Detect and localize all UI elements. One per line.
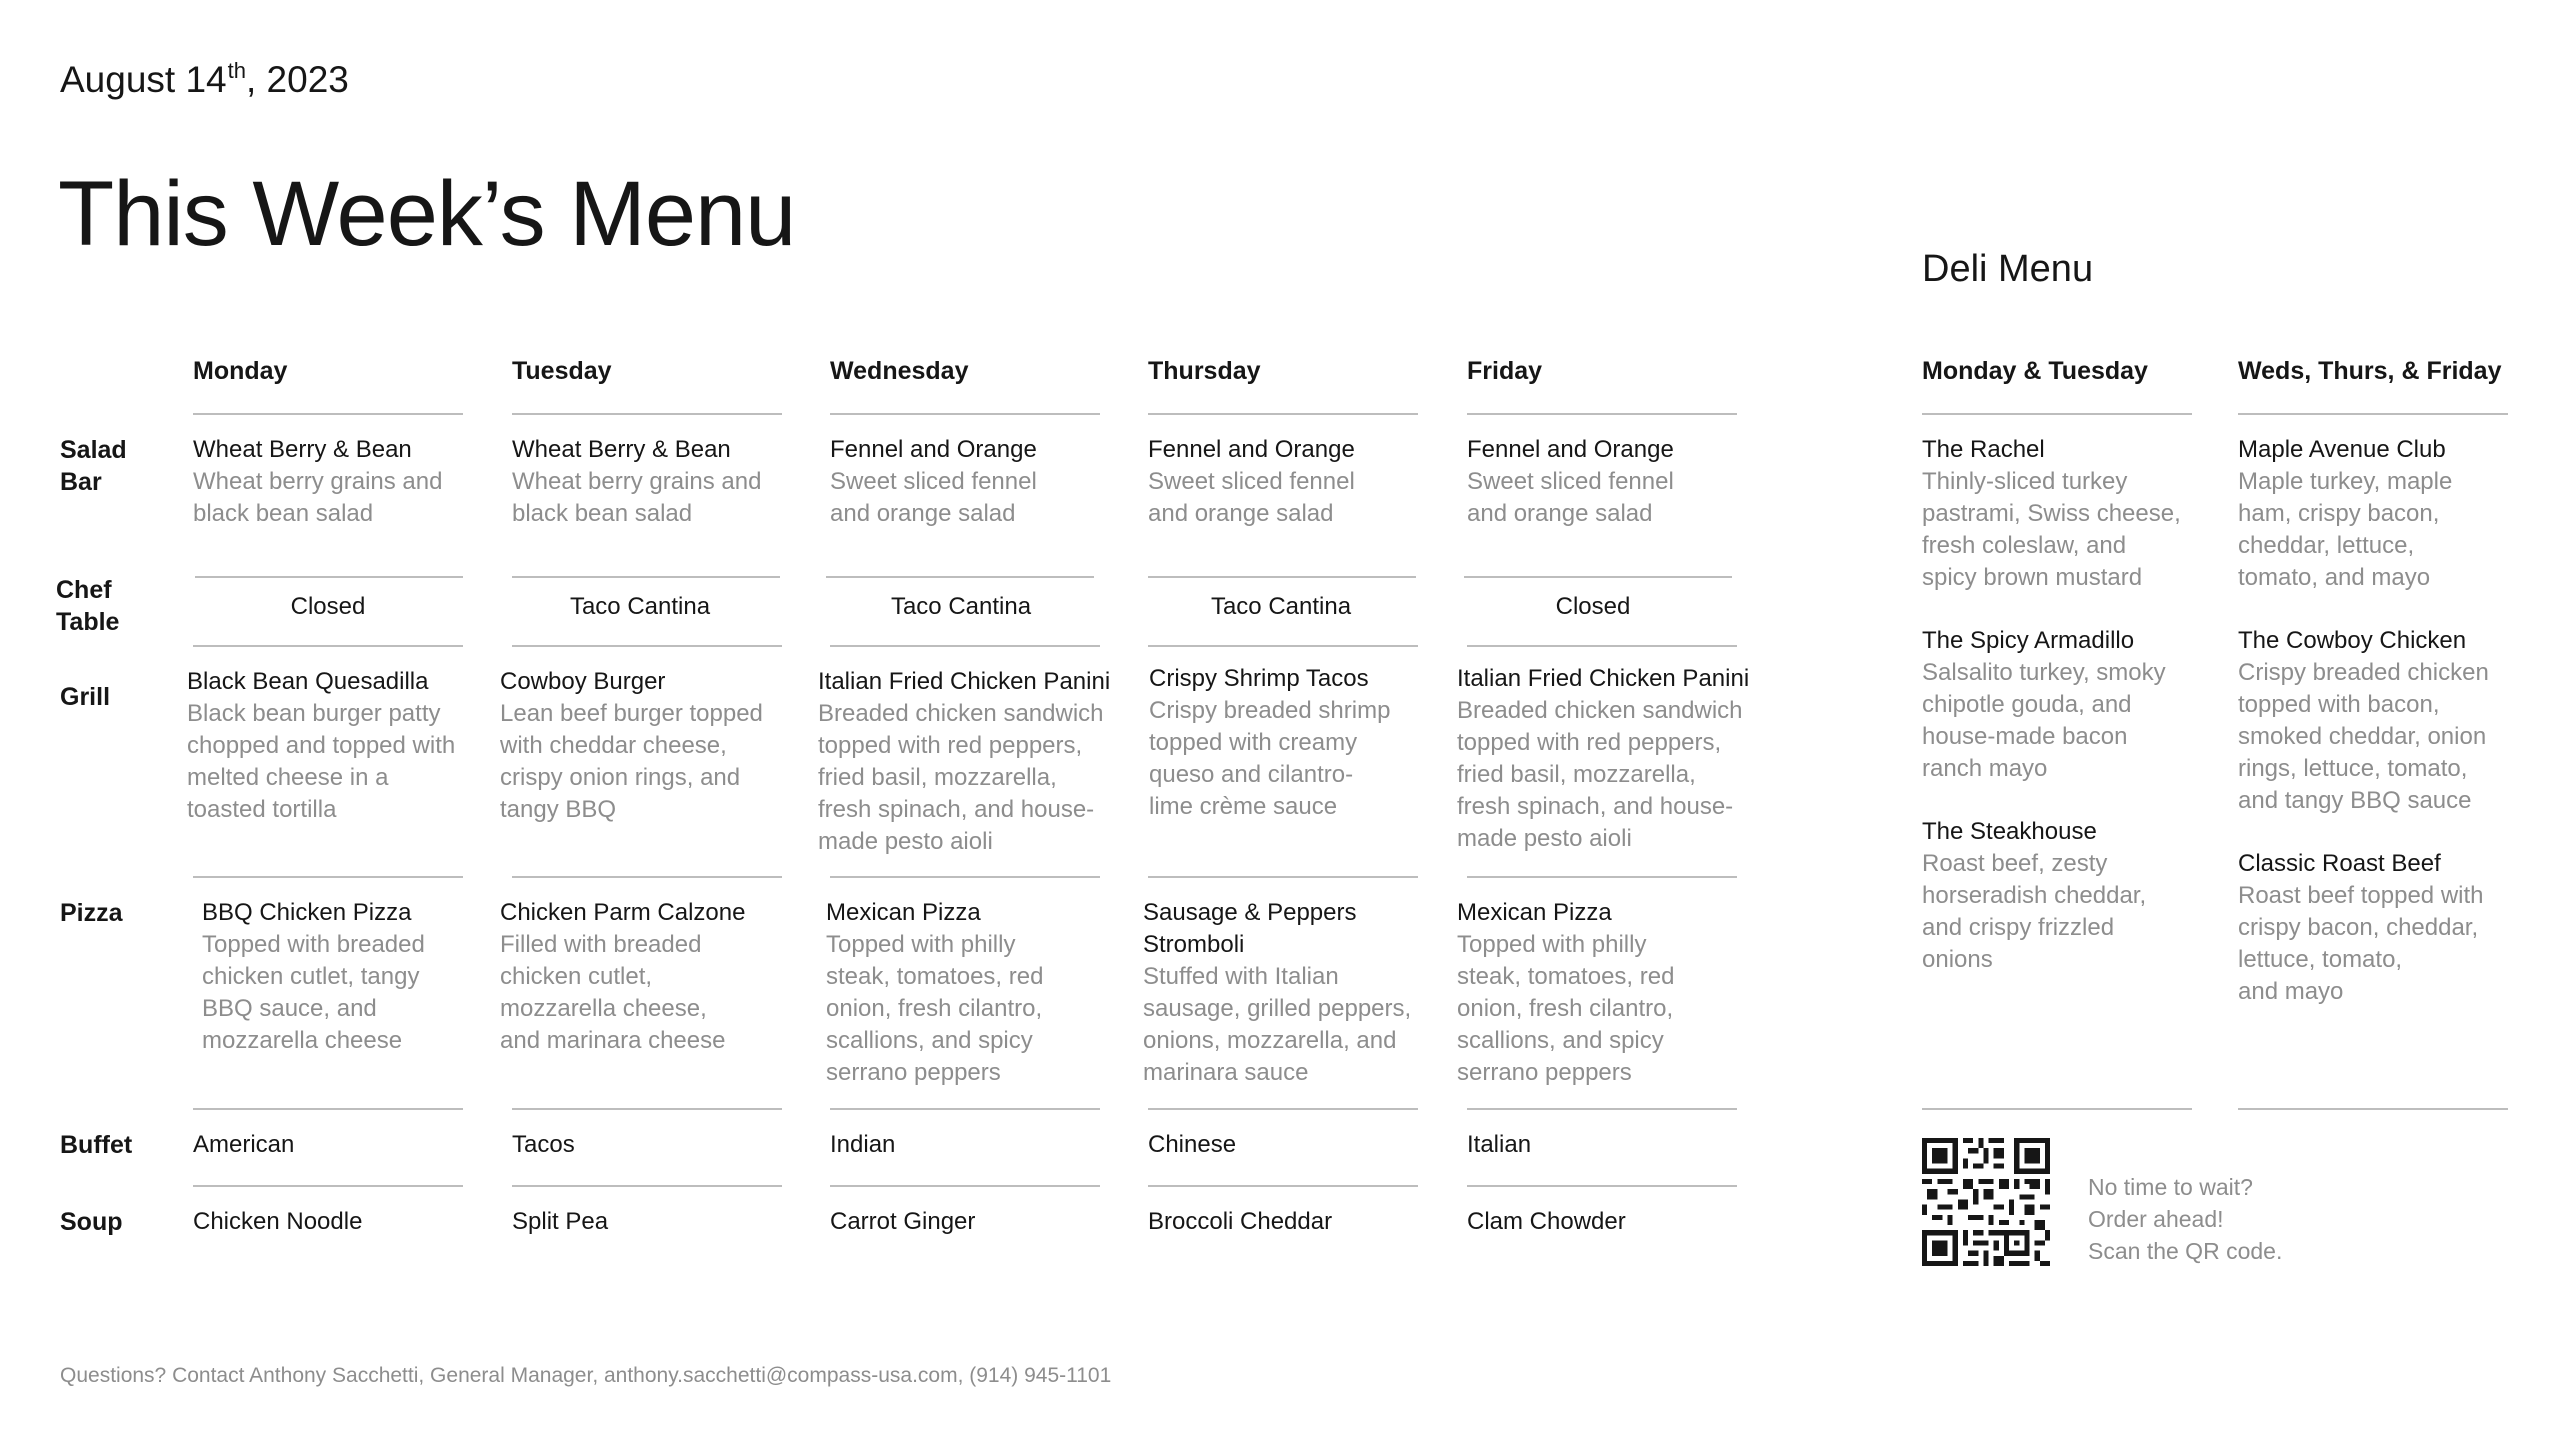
chef-thursday: Taco Cantina xyxy=(1210,593,1352,620)
pizza-wednesday: Mexican Pizza Topped with philly steak, tomatoes, red onion, fresh cilantro, scallions, and spicy serrano peppers xyxy=(826,899,1044,1086)
divider xyxy=(1922,413,2192,415)
row-label-buffet: Buffet xyxy=(60,1131,133,1159)
buffet-tuesday: Tacos xyxy=(512,1131,575,1158)
divider xyxy=(826,576,1094,578)
divider xyxy=(1467,413,1737,415)
order-ahead-text: No time to wait? Order ahead! Scan the QR code. xyxy=(2088,1174,2283,1264)
divider xyxy=(1467,1108,1737,1110)
divider xyxy=(2238,413,2508,415)
deli-item: The Rachel Thinly-sliced turkey pastrami, Swiss cheese, fresh coleslaw, and spicy brown mustard xyxy=(1922,436,2181,591)
chef-monday: Closed xyxy=(290,593,366,620)
divider xyxy=(193,876,463,878)
soup-friday: Clam Chowder xyxy=(1467,1208,1626,1235)
deli-menu-title: Deli Menu xyxy=(1922,248,2094,290)
divider xyxy=(830,876,1100,878)
buffet-monday: American xyxy=(193,1131,295,1158)
chef-tuesday: Taco Cantina xyxy=(569,593,711,620)
soup-wednesday: Carrot Ginger xyxy=(830,1208,976,1235)
soup-thursday: Broccoli Cheddar xyxy=(1148,1208,1333,1235)
salad-thursday: Fennel and Orange Sweet sliced fennel and orange salad xyxy=(1148,436,1355,527)
divider xyxy=(512,1185,782,1187)
divider xyxy=(512,413,782,415)
chef-wednesday: Taco Cantina xyxy=(890,593,1032,620)
grill-wednesday: Italian Fried Chicken Panini Breaded chicken sandwich topped with red peppers, fried basil, mozzarella, fresh spinach, and house- made pesto aioli xyxy=(818,668,1111,855)
day-header-wednesday: Wednesday xyxy=(830,357,969,385)
salad-monday: Wheat Berry & Bean Wheat berry grains and black bean salad xyxy=(193,436,443,527)
day-header-thursday: Thursday xyxy=(1148,357,1261,385)
divider xyxy=(193,413,463,415)
divider xyxy=(1148,1185,1418,1187)
grill-monday: Black Bean Quesadilla Black bean burger patty chopped and topped with melted cheese in a toasted tortilla xyxy=(187,668,456,823)
deli-item: Classic Roast Beef Roast beef topped with crispy bacon, cheddar, lettuce, tomato, and mayo xyxy=(2238,850,2484,1005)
deli-item: Maple Avenue Club Maple turkey, maple ham, crispy bacon, cheddar, lettuce, tomato, and mayo xyxy=(2238,436,2453,591)
grill-friday: Italian Fried Chicken Panini Breaded chicken sandwich topped with red peppers, fried basil, mozzarella, fresh spinach, and house- made pesto aioli xyxy=(1457,665,1750,852)
divider xyxy=(512,1108,782,1110)
divider xyxy=(830,413,1100,415)
grill-thursday: Crispy Shrimp Tacos Crispy breaded shrimp topped with creamy queso and cilantro- lime crème sauce xyxy=(1149,665,1391,820)
deli-item: The Spicy Armadillo Salsalito turkey, smoky chipotle gouda, and house-made bacon ranch mayo xyxy=(1922,627,2166,782)
pizza-tuesday: Chicken Parm Calzone Filled with breaded chicken cutlet, mozzarella cheese, and marinara cheese xyxy=(500,899,746,1054)
menu-date: August 14th, 2023 xyxy=(60,58,349,100)
divider xyxy=(1464,576,1732,578)
divider xyxy=(193,1108,463,1110)
salad-wednesday: Fennel and Orange Sweet sliced fennel and orange salad xyxy=(830,436,1037,527)
day-header-monday: Monday xyxy=(193,357,288,385)
divider xyxy=(512,645,782,647)
divider xyxy=(195,576,463,578)
deli-item: The Steakhouse Roast beef, zesty horseradish cheddar, and crispy frizzled onions xyxy=(1922,818,2147,973)
divider xyxy=(193,1185,463,1187)
row-label-pizza: Pizza xyxy=(60,899,123,927)
page-title: This Week’s Menu xyxy=(58,163,796,265)
divider xyxy=(193,645,463,647)
divider xyxy=(2238,1108,2508,1110)
deli-item: The Cowboy Chicken Crispy breaded chicken topped with bacon, smoked cheddar, onion rings, lettuce, tomato, and tangy BBQ sauce xyxy=(2238,627,2489,814)
divider xyxy=(1467,876,1737,878)
contact-footer: Questions? Contact Anthony Sacchetti, General Manager, anthony.sacchetti@compass-usa.com, (914) 945-1101 xyxy=(60,1364,1112,1387)
row-label-grill: Grill xyxy=(60,683,111,711)
salad-tuesday: Wheat Berry & Bean Wheat berry grains and black bean salad xyxy=(512,436,762,527)
soup-monday: Chicken Noodle xyxy=(193,1208,363,1235)
day-header-friday: Friday xyxy=(1467,357,1543,385)
grill-tuesday: Cowboy Burger Lean beef burger topped with cheddar cheese, crispy onion rings, and tangy BBQ xyxy=(500,668,763,823)
day-header-tuesday: Tuesday xyxy=(512,357,612,385)
divider xyxy=(1467,645,1737,647)
deli-header-mon-tue: Monday & Tuesday xyxy=(1922,357,2148,385)
qr-code-icon[interactable] xyxy=(1922,1138,2050,1266)
divider xyxy=(1148,413,1418,415)
divider xyxy=(1148,576,1416,578)
salad-friday: Fennel and Orange Sweet sliced fennel and orange salad xyxy=(1467,436,1674,527)
divider xyxy=(830,645,1100,647)
pizza-monday: BBQ Chicken Pizza Topped with breaded chicken cutlet, tangy BBQ sauce, and mozzarella cheese xyxy=(202,899,425,1054)
divider xyxy=(512,876,782,878)
chef-friday: Closed xyxy=(1555,593,1631,620)
soup-tuesday: Split Pea xyxy=(512,1208,609,1235)
divider xyxy=(1922,1108,2192,1110)
row-label-salad-bar: Salad Bar xyxy=(60,436,127,496)
pizza-thursday: Sausage & Peppers Stromboli Stuffed with Italian sausage, grilled peppers, onions, mozzarella, and marinara sauce xyxy=(1143,899,1412,1086)
pizza-friday: Mexican Pizza Topped with philly steak, tomatoes, red onion, fresh cilantro, scallions, and spicy serrano peppers xyxy=(1457,899,1675,1086)
divider xyxy=(512,576,780,578)
buffet-friday: Italian xyxy=(1467,1131,1532,1158)
deli-header-wed-fri: Weds, Thurs, & Friday xyxy=(2238,357,2502,385)
divider xyxy=(1148,876,1418,878)
divider xyxy=(830,1185,1100,1187)
divider xyxy=(1467,1185,1737,1187)
row-label-chef-table: Chef Table xyxy=(56,576,120,636)
row-label-soup: Soup xyxy=(60,1208,123,1236)
buffet-thursday: Chinese xyxy=(1148,1131,1237,1158)
divider xyxy=(1148,1108,1418,1110)
divider xyxy=(830,1108,1100,1110)
divider xyxy=(1148,645,1418,647)
buffet-wednesday: Indian xyxy=(830,1131,896,1158)
